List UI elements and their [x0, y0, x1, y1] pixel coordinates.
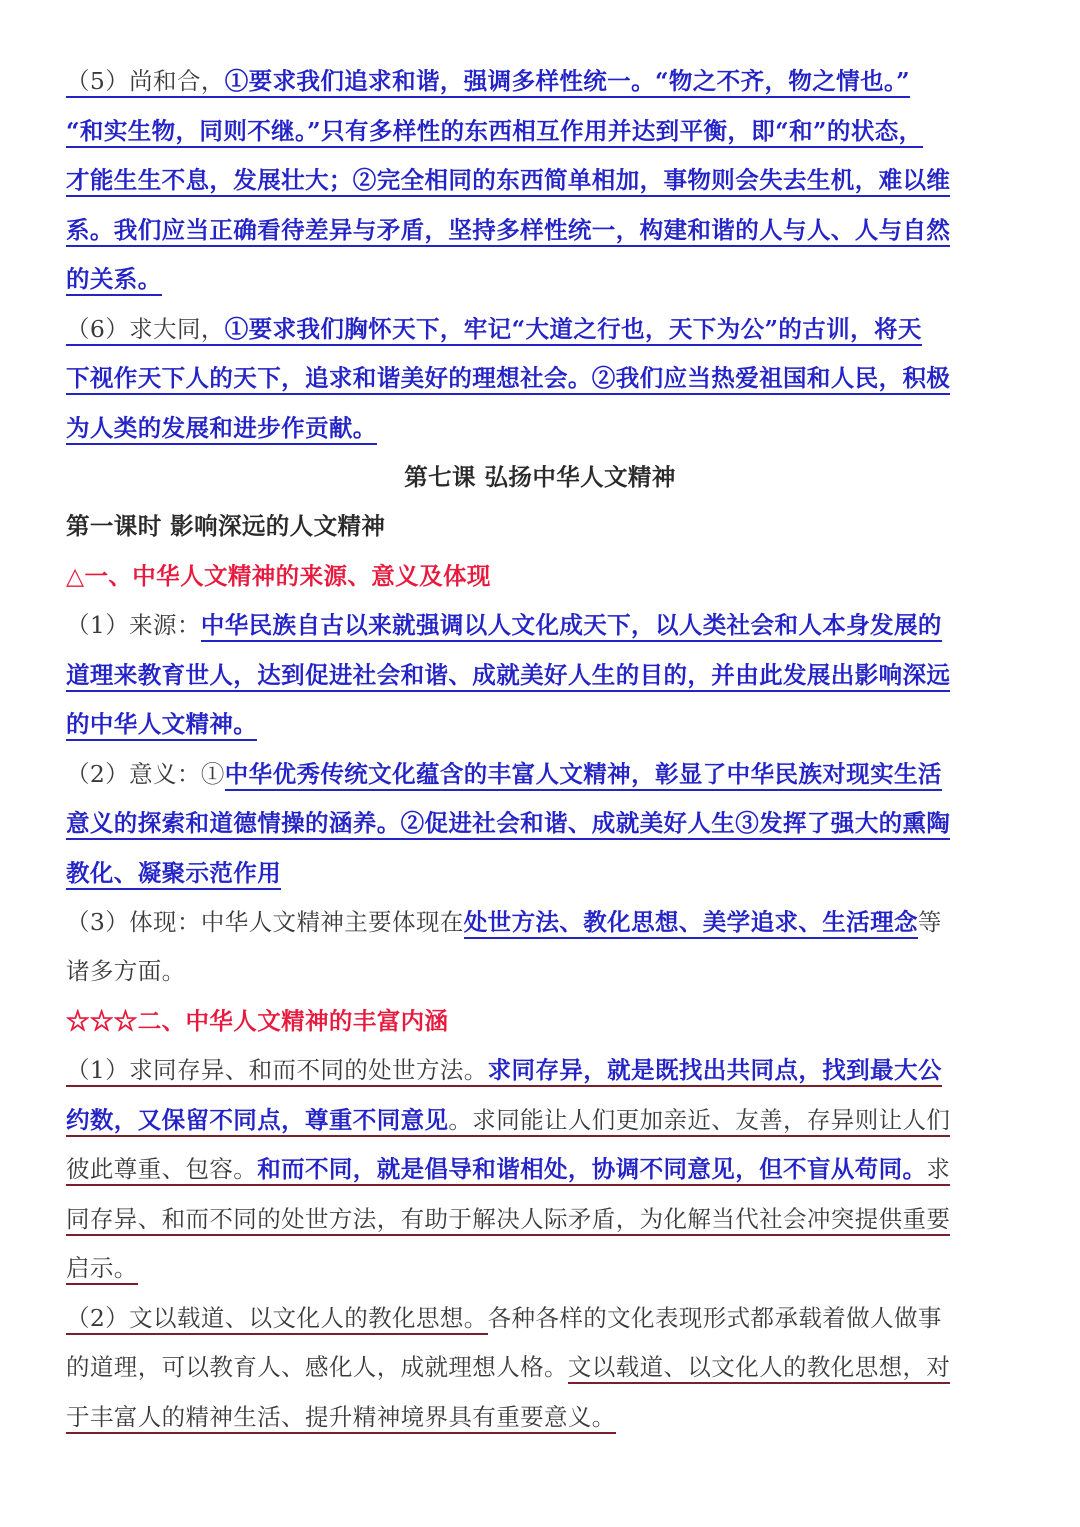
s5-text: ①要求我们追求和谐，强调多样性统一。“物之不齐，物之情也。”	[225, 67, 910, 98]
p1-definition: 求同存异，就是既找出共同点，找到最大公	[488, 1056, 942, 1087]
s5-line-1	[66, 66, 910, 96]
p1-line-5	[66, 1253, 138, 1283]
embody-label: （3）体现：中华人文精神主要体现在	[66, 908, 464, 936]
heading-rich-content: ☆☆☆二、中华人文精神的丰富内涵	[66, 1007, 449, 1035]
p2-title: （2）文以载道、以文化人的教化思想。	[66, 1304, 488, 1335]
p1-line-3	[66, 1154, 950, 1184]
s5-text: 的关系。	[66, 265, 162, 296]
meaning-line-1	[66, 759, 942, 789]
embody-keywords: 处世方法、教化思想、美学追求、生活理念	[464, 908, 918, 939]
s6-line-2	[66, 363, 950, 393]
heading-origin-meaning: △一、中华人文精神的来源、意义及体现	[66, 562, 491, 590]
period-title: 第一课时 影响深远的人文精神	[66, 512, 386, 540]
source-line-1	[66, 610, 942, 640]
p1-text: 求	[926, 1155, 950, 1186]
p1-text: 同存异、和而不同的处世方法，有助于解决人际矛盾，为化解当代社会冲突提供重要	[66, 1205, 950, 1236]
p2-line-3	[66, 1402, 616, 1432]
p1-line-1	[66, 1055, 942, 1085]
source-text: 中华民族自古以来就强调以人文化成天下，以人类社会和人本身发展的	[201, 611, 942, 642]
meaning-label: （2）意义：①	[66, 760, 225, 788]
p2-text: 文以载道、以文化人的教化思想，对	[568, 1353, 950, 1384]
p2-line-1	[66, 1303, 942, 1333]
source-text: 的中华人文精神。	[66, 710, 257, 741]
p1-line-4	[66, 1204, 950, 1234]
lesson-title: 第七课 弘扬中华人文精神	[404, 463, 676, 491]
s6-label: （6）求大同，	[66, 315, 225, 346]
s5-line-2	[66, 116, 923, 146]
p1-line-2	[66, 1105, 950, 1135]
s5-line-5	[66, 264, 162, 294]
p1-definition: 约数，又保留不同点，尊重不同意见	[66, 1106, 448, 1137]
s5-text: 系。我们应当正确看待差异与矛盾，坚持多样性统一，构建和谐的人与人、人与自然	[66, 216, 950, 247]
meaning-line-3	[66, 858, 281, 888]
meaning-text: 教化、凝聚示范作用	[66, 859, 281, 890]
p1-definition: 和而不同，就是倡导和谐相处，协调不同意见，但不盲从苟同。	[257, 1155, 926, 1186]
meaning-line-2	[66, 808, 950, 838]
p2-line-2	[66, 1352, 950, 1382]
s6-line-3	[66, 413, 377, 443]
source-line-2	[66, 660, 950, 690]
p1-text: 。求同能让人们更加亲近、友善，存异则让人们	[448, 1106, 950, 1137]
source-label: （1）来源：	[66, 611, 201, 639]
s5-text: “和实生物，同则不继。”只有多样性的东西相互作用并达到平衡，即“和”的状态，	[66, 117, 923, 148]
embody-suffix: 等	[917, 908, 942, 936]
s5-label: （5）尚和合，	[66, 67, 225, 98]
s6-text: 为人类的发展和进步作贡献。	[66, 414, 377, 445]
p2-text: 于丰富人的精神生活、提升精神境界具有重要意义。	[66, 1403, 616, 1434]
s5-line-4	[66, 215, 950, 245]
source-text: 道理来教育世人，达到促进社会和谐、成就美好人生的目的，并由此发展出影响深远	[66, 661, 950, 692]
s5-text: 才能生生不息，发展壮大；②完全相同的东西简单相加，事物则会失去生机，难以维	[66, 166, 950, 197]
s5-line-3	[66, 165, 950, 195]
p2-text: 各种各样的文化表现形式都承载着做人做事	[487, 1304, 942, 1332]
s6-text: 下视作天下人的天下，追求和谐美好的理想社会。②我们应当热爱祖国和人民，积极	[66, 364, 950, 395]
p1-text: 彼此尊重、包容。	[66, 1155, 257, 1186]
embody-line-2: 诸多方面。	[66, 957, 186, 985]
meaning-text: 意义的探索和道德情操的涵养。②促进社会和谐、成就美好人生③发挥了强大的熏陶	[66, 809, 950, 840]
embody-line-1	[66, 907, 942, 937]
s6-line-1	[66, 314, 922, 344]
source-line-3	[66, 709, 257, 739]
meaning-text: 中华优秀传统文化蕴含的丰富人文精神，彰显了中华民族对现实生活	[225, 760, 942, 791]
p1-title: （1）求同存异、和而不同的处世方法。	[66, 1056, 488, 1087]
p1-text: 启示。	[66, 1254, 138, 1285]
s6-text: ①要求我们胸怀天下，牢记“大道之行也，天下为公”的古训，将天	[225, 315, 922, 346]
p2-text: 的道理，可以教育人、感化人，成就理想人格。	[66, 1353, 568, 1381]
